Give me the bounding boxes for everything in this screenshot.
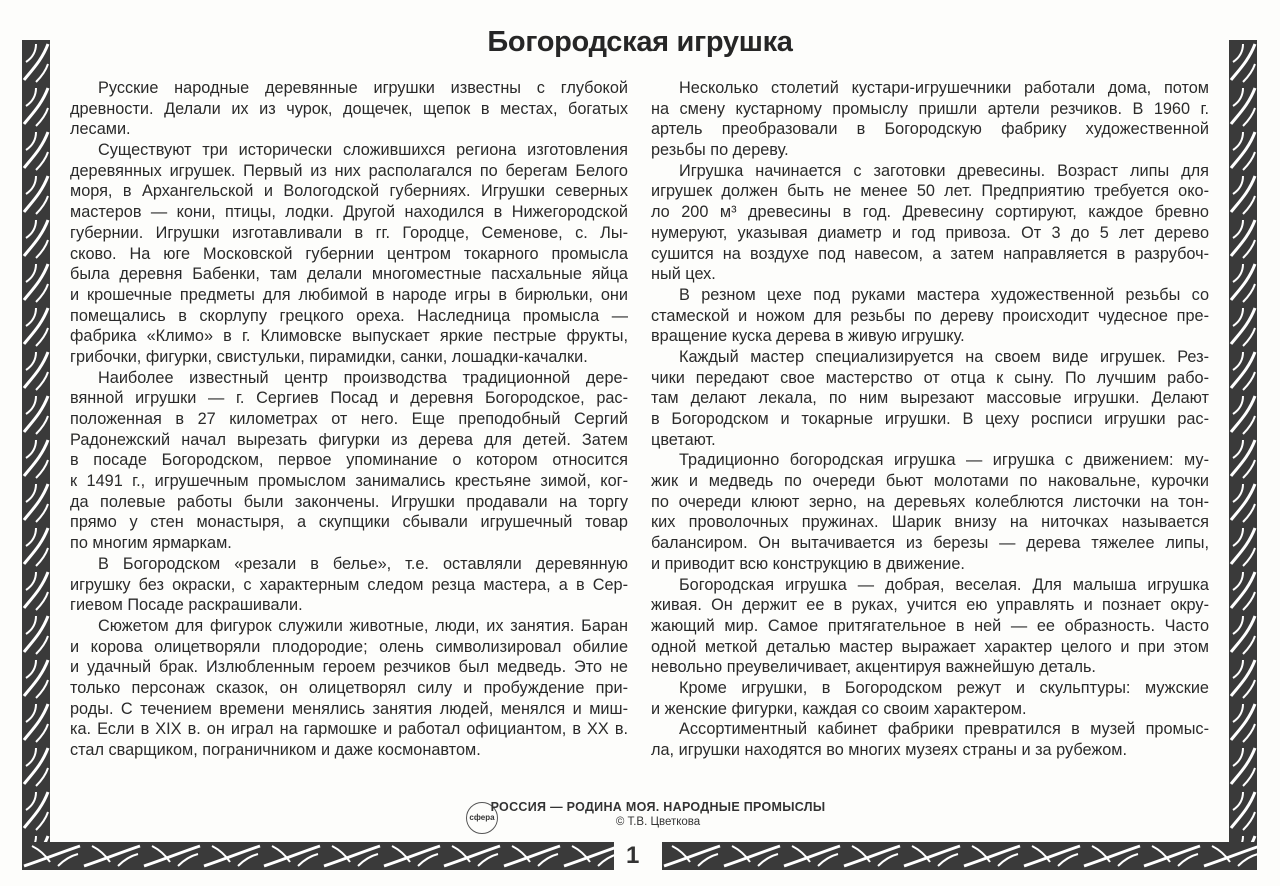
paragraph xyxy=(651,678,1209,719)
text-line: одной меткой деталью мастер выражает характер целого и при этом xyxy=(651,637,1209,656)
text-line: Сюжетом для фигурок служили животные, люди, их занятия. Баран xyxy=(98,616,628,635)
text-line: и удачный брак. Излюбленным героем резчиков был медведь. Это не xyxy=(70,658,628,677)
text-line: гиевом Посаде раскрашивали. xyxy=(70,596,303,615)
text-line: ких проволочных пружинах. Шарик внизу на ниточках называется xyxy=(651,513,1209,532)
ornament-border-bottom-left xyxy=(22,842,614,870)
text-line: резьбы по дереву. xyxy=(651,141,789,160)
ornament-border-left xyxy=(22,40,50,870)
paragraph xyxy=(651,78,1209,161)
paragraph xyxy=(70,616,628,761)
paragraph xyxy=(651,575,1209,678)
page-number: 1 xyxy=(626,842,640,869)
text-line: моря, в Архангельской и Вологодской губерниях. Игрушки северных xyxy=(70,182,628,201)
text-line: и крошечные предметы для любимой в народе игры в бирюльки, они xyxy=(70,285,628,304)
text-line: стал сварщиком, пограничником и даже космонавтом. xyxy=(70,741,481,759)
text-line: да полевые работы были закончены. Игрушки продавали на торгу xyxy=(70,492,628,511)
text-line: помещались в скорлупу грецкого ореха. Наследница промысла — xyxy=(70,306,628,325)
text-line: артель преобразовали в Богородскую фабрику художественной xyxy=(651,120,1209,139)
text-line: вращение куска дерева в живую игрушку. xyxy=(651,327,965,346)
text-line: Существуют три исторически сложившихся региона изготовления xyxy=(98,141,628,160)
text-line: живая. Он держит ее в руках, учится ею управлять и познает окру- xyxy=(651,596,1209,615)
paragraph xyxy=(70,140,628,368)
text-line: сушится на воздухе под навесом, а затем направляется в разрубоч- xyxy=(651,244,1209,263)
text-line: Игрушка начинается с заготовки древесины. Возраст липы для xyxy=(679,161,1209,180)
text-line: положенная в 27 километрах от него. Еще преподобный Сергий xyxy=(70,410,628,428)
text-line: древности. Делали их из чурок, дощечек, щепок в местах, богатых xyxy=(70,99,628,118)
ornament-border-right xyxy=(1229,40,1257,870)
text-line: только персонаж сказок, он олицетворял силу и пробуждение при- xyxy=(70,678,628,697)
text-line: Традиционно богородская игрушка — игрушка с движением: му- xyxy=(679,451,1209,470)
text-line: жающий мир. Самое притягательное в ней — ее образность. Часто xyxy=(651,616,1209,635)
footer xyxy=(0,800,1280,828)
text-line: грибочки, фигурки, свистульки, пирамидки, санки, лошадки-качалки. xyxy=(70,347,588,366)
text-line: мастеров — кони, птицы, лодки. Другой находился в Нижегородской xyxy=(70,203,628,222)
text-line: и приводит всю конструкцию в движение. xyxy=(651,554,965,573)
text-line: Несколько столетий кустари-игрушечники работали дома, потом xyxy=(679,79,1209,97)
text-line: Радонежский начал вырезать фигурки из дерева для детей. Затем xyxy=(70,430,628,449)
text-line: сково. На юге Московской губернии центром токарного промысла xyxy=(70,244,628,263)
text-line: и женские фигурки, каждая со своим характером. xyxy=(651,699,1027,718)
text-line: балансиром. Он вытачивается из березы — дерева тяжелее липы, xyxy=(651,534,1209,553)
text-line: к 1491 г., игрушечным промыслом занимались крестьяне зимой, ког- xyxy=(70,472,628,491)
text-line: В Богородском «резали в белье», т.е. оставляли деревянную xyxy=(98,554,628,573)
text-line: цветают. xyxy=(651,430,716,449)
text-line: лесами. xyxy=(70,120,131,139)
text-line: игрушку без окраски, с характерным следом резца мастера, а в Сер- xyxy=(70,575,628,594)
text-line: по очереди клюют зерно, на деревьях колеблются листочки на тон- xyxy=(651,492,1209,511)
page-title: Богородская игрушка xyxy=(487,26,793,58)
text-line: нумеруют, указывая диаметр и год привоза. От 3 до 5 лет дерево xyxy=(651,223,1209,242)
text-line: невольно преувеличивает, акцентируя важнейшую деталь. xyxy=(651,658,1096,677)
text-line: деревянных игрушек. Первый из них располагался по берегам Белого xyxy=(70,161,628,180)
paragraph xyxy=(651,285,1209,347)
paragraph xyxy=(70,554,628,616)
text-line: Каждый мастер специализируется на своем виде игрушек. Рез- xyxy=(679,347,1209,366)
text-line: В резном цехе под руками мастера художественной резьбы со xyxy=(679,285,1209,304)
text-line: Русские народные деревянные игрушки известны с глубокой xyxy=(98,79,628,97)
text-line: роды. С течением времени менялись занятия людей, менялся и миш- xyxy=(70,699,628,718)
right-column xyxy=(651,78,1209,761)
text-line: чики передают свое мастерство от отца к сыну. По лучшим рабо- xyxy=(651,368,1209,387)
paragraph xyxy=(651,719,1209,760)
text-line: Ассортиментный кабинет фабрики превратился в музей промыс- xyxy=(679,720,1209,739)
publisher-logo: сфера xyxy=(466,802,498,834)
paragraph xyxy=(651,161,1209,285)
text-line: ла, игрушки находятся во многих музеях страны и за рубежом. xyxy=(651,741,1127,759)
text-line: игрушек должен быть не менее 50 лет. Предприятию требуется око- xyxy=(651,182,1209,201)
paragraph xyxy=(651,347,1209,450)
text-line: вянной игрушки — г. Сергиев Посад и деревня Богородское, рас- xyxy=(70,389,628,408)
text-line: по многим ярмаркам. xyxy=(70,534,232,553)
paragraph xyxy=(70,368,628,554)
text-line: Кроме игрушки, в Богородском режут и скульптуры: мужские xyxy=(679,678,1209,697)
paragraph xyxy=(651,450,1209,574)
text-line: ло 200 м³ древесины в год. Древесину сортируют, каждое бревно xyxy=(651,203,1209,222)
series-title: РОССИЯ — РОДИНА МОЯ. НАРОДНЫЕ ПРОМЫСЛЫ xyxy=(490,800,826,814)
ornament-border-bottom-right xyxy=(662,842,1257,870)
text-line: Наиболее известный центр производства традиционной дере- xyxy=(98,368,628,387)
text-line: в Богородском и токарные игрушки. В цеху росписи игрушки рас- xyxy=(651,410,1209,428)
text-line: в посаде Богородском, первое упоминание о котором относится xyxy=(70,451,628,470)
text-line: жик и медведь по очереди бьют молотами по наковальне, курочки xyxy=(651,472,1209,491)
left-column xyxy=(70,78,628,761)
text-line: губернии. Игрушки изготавливали в гг. Городце, Семенове, с. Лы- xyxy=(70,223,628,242)
text-line: была деревня Бабенки, там делали многоместные пасхальные яйца xyxy=(70,265,628,284)
text-line: там делают лекала, по ним вырезают массовые игрушки. Делают xyxy=(651,389,1209,408)
text-line: и корова олицетворяли плодородие; олень символизировал обилие xyxy=(70,637,628,656)
copyright: © Т.В. Цветкова xyxy=(615,816,701,828)
text-line: стамеской и ножом для резьбы по дереву происходит чудесное пре- xyxy=(651,306,1209,325)
text-line: фабрика «Климо» в г. Климовске выпускает яркие пестрые фрукты, xyxy=(70,327,628,346)
text-line: ный цех. xyxy=(651,265,716,284)
text-line: ка. Если в XIX в. он играл на гармошке и работал официантом, в XX в. xyxy=(70,720,628,739)
text-line: прямо у стен монастыря, а скупщики сбывали игрушечный товар xyxy=(70,513,628,532)
paragraph xyxy=(70,78,628,140)
text-line: на смену кустарному промыслу пришли артели резчиков. В 1960 г. xyxy=(651,99,1209,118)
text-line: Богородская игрушка — добрая, веселая. Для малыша игрушка xyxy=(679,575,1209,594)
